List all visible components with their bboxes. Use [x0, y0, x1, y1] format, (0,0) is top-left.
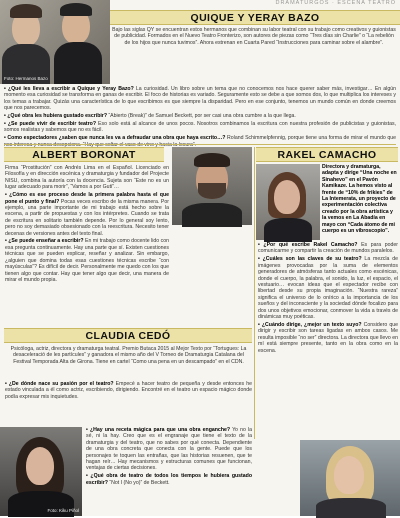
paragraph: • ¿Qué les lleva a escribir a Quique y Yeray Bazo? La curiosidad. Un libro sobre un tema que no conocemos nos hace querer saber más, investigar… En algún momento esa curiosidad se transforma en ganas de escribir. El foco de historias es variado. Seguramente esto se debe a que somos dos, lo que multiplica los intereses y los temas a trabajar. Quizás una característica de lo que escribimos es que siempre la disparidad. Pero en ese conjunto, tenemos un mundo común en donde creemos que nos parecemos. — [4, 86, 396, 112]
paragraph: • ¿Cuándo dirige, ¿mejor un texto suyo? Considero que dirigir y escribir son tareas ligadas en ambos casos. Me resulta imposible “no ser” directora. La directora que llevo en mí está siempre presente, tanto en la obra como en la escena. — [258, 321, 398, 354]
quique-yeray-photo — [0, 0, 110, 84]
intro-rakel: Directora y dramaturga, adapta y dirige “Una noche en Sinahevo” en el Pavón Kamikaze. La hemos visto al frente de “10% de frikies” de La Intemerata, un proyecto de experimentación colectiva creado por la obra artística y la vemos en La Abadía en mayo con “Cada átomo de mi cuerpo es un vibroscopio”. — [322, 164, 397, 235]
paragraph: • ¿Cuáles son las claves de su teatro? La mezcla de imágenes provocadas por la suma de elementos generadores de atmósferas tanto actuales como escénicas, donde el cuerpo, la palabra, el sonido, la luz, el espacio, el vestuario… evocan ideas que el espectador recibe con libertad desde su propia imaginación. “Nuestra rareza” significa el universo de lo onírico a la importancia de los sueños y del inconsciente y la sociedad dónde focalizo para dos unos objetivos emocionar, conmover la vida a través de dinámicas muy poéticas. — [258, 256, 399, 320]
paragraph: • ¿Qué obra de teatro de todos los tiempos le hubiera gustado escribir? “Not I (No yo)” de Beckett. — [86, 473, 252, 486]
photo-credit: Foto: Kiku Piñol — [47, 508, 79, 513]
article-claudia-body1 — [5, 381, 252, 425]
paragraph: • ¿Cómo es ese proceso desde la primera palabra hasta el que pone el punto y final? Pocas veces escribo de la misma manera. Por ejemplo, una parte importante de mi trabajo está hecho sobre la escena, a partir de propuestas y con los intérpretes. Cuando se trata de escritura en solitario también depende. Por lo general soy lento, pero no soy demasiado obsesionado con la reescritura. Necesito tener decenas de versiones antes del texto final. — [5, 192, 169, 237]
claudia-cedo-photo — [0, 427, 82, 516]
article-rakel-intro — [322, 164, 398, 240]
intro-claudia: Psicóloga, actriz, directora y dramaturga teatral. Premio Butaca 2015 al Mejor Texto por “Tortugues: La desaceleració de les partícules” y ganadora el mismo año del V Torneo de Dramaturgia Catalana del Festival Temporada Alta de Girona. Tiene en cartel “Como una pena en un descampado” en el CDN. — [10, 346, 247, 365]
paragraph: • ¿Hay una receta mágica para que una obra enganche? Yo no la sé, ni la hay. Creo que es el engranaje que tiene el texto de la dramaturgia y del teatro, que no sabes por qué conecta. Dependiente de una obra concreta que conecta con la gente. Puede que los personajes te toquen las entrañas, que las historias resuenen, que te hagan reír… Hay mecanismos y estructuras comunes que funcionan, ventajas de ciertas decisiones. — [86, 427, 253, 472]
paragraph: • ¿Por qué escribe Rakel Camacho? Es para poder comunicarme y compartir la creación de mundos paralelos. — [258, 242, 398, 255]
paragraph: • ¿De dónde nace su pasión por el teatro? Empecé a hacer teatro de pequeña y desde entonces he estado vinculada a él como actriz, escribiendo, dirigiendo. Encontré en el teatro un espacio mágico donde podía expresar mis inquietudes. — [5, 381, 252, 400]
bottom-right-photo — [300, 440, 400, 516]
headline-rakel-camacho: RAKEL CAMACHO — [256, 147, 398, 162]
paragraph: • ¿Se puede enseñar a escribir? En mi trabajo como docente lido con esa pregunta continuamente. Hay una parte que sí. Existen cuestiones técnicas que se pueden explicar, reseñar y analizar. Sin embargo, ¿alguien que domina todas esas cuestiones técnicas escribe “con mayúsculas”? Es difícil de decir. Personalmente me quedo con los que tienen algo que contar. Hay que tener algo que decir, una manera de mirar el mundo propia. — [5, 238, 169, 283]
divider — [4, 144, 396, 145]
photo-credit: Foto: Hermanos Bazo — [4, 76, 48, 81]
paragraph: • Como espectadores ¿saben que nunca les va a defraudar una obra que haya escrito…? Roland Schimmelpfennig, porque tiene una forma de mirar el mundo que — [4, 135, 397, 142]
article-quique-yeray — [112, 27, 396, 84]
headline-albert-boronat: ALBERT BORONAT — [4, 147, 164, 162]
headline-claudia-cedo: CLAUDIA CEDÓ — [4, 328, 252, 343]
paragraph: Firma “Prostitución” con Andrés Lima en el Español. Licenciado en Filosofía y en dirección escénica y dramaturgia y fundador del Projecte NISU, combina la autoría con la docencia. Sujeta son “Este no es un lugar adecuado para morir”, “Vamos a por Guti”… — [5, 165, 169, 191]
divider — [254, 147, 255, 439]
section-header: DRAMATURGOS · ESCENA TEATRO — [275, 0, 396, 6]
rakel-camacho-photo — [256, 164, 320, 240]
article-albert-boronat — [5, 165, 169, 325]
paragraph: • ¿Se puede vivir de escribir teatro? Eso solo está al alcance de unos pocos. Nosotros combinamos la escritura con nuestra profesión de publicistas y guionistas, somos realistas y sabemos que no es fácil. — [4, 121, 396, 134]
article-claudia-body2 — [86, 427, 252, 515]
paragraph: • ¿Qué obra les hubiera gustado escribir? “Abierto (Break)” de Samuel Beckett, por ser casi una obra cumbre a la que llega. — [4, 113, 296, 120]
headline-quique-yeray: QUIQUE Y YERAY BAZO — [110, 10, 400, 25]
intro-quique-yeray: Bajo las siglas QY se encuentran estos hermanos que combinan su labor teatral con su trabajo como creativos y guionistas de publicidad. Formados en el Nuevo Teatro Fronterizo, son autores de piezas como “Tres días sin Charlie” o “La rebelión de los hijos que nunca tuvimos”. Ahora estrenan en Cuarta Pared “Instrucciones para caminar sobre el alambre”. — [112, 27, 396, 46]
albert-boronat-photo — [172, 147, 252, 225]
article-claudia-intro — [5, 346, 252, 380]
article-quique-yeray-body — [4, 86, 396, 142]
article-rakel-camacho — [258, 242, 398, 436]
